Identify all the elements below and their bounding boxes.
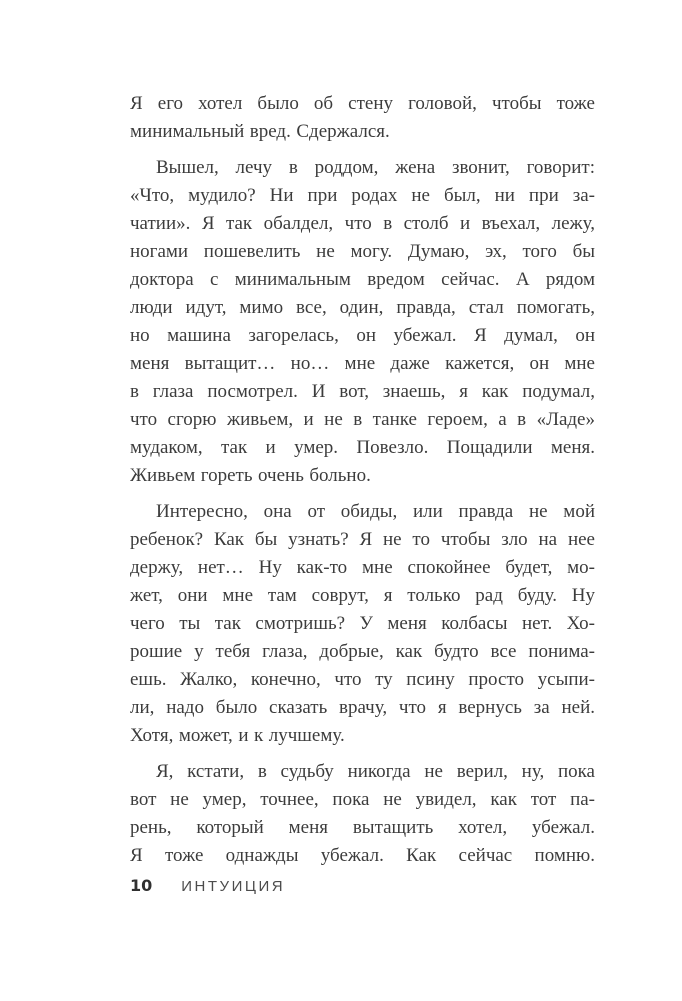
text-line: Я его хотел было об стену головой, чтобы тоже [130,93,595,114]
text-line: меня вытащит… но… мне даже кажется, он мне [130,353,595,374]
text-line: рошие у тебя глаза, добрые, как будто все понима- [130,641,595,662]
text-line: Вышел, лечу в роддом, жена звонит, говорит: [156,157,595,178]
text-line: люди идут, мимо все, один, правда, стал помогать, [130,297,595,318]
paragraph [130,758,595,870]
text-line: доктора с минимальным вредом сейчас. А рядом [130,269,595,290]
text-line: мудаком, так и умер. Повезло. Пощадили меня. [130,437,595,458]
text-line: в глаза посмотрел. И вот, знаешь, я как подумал, [130,381,595,402]
text-line: минимальный вред. Сдержался. [130,121,390,142]
paragraph [130,90,595,146]
text-line: ли, надо было сказать врачу, что я вернусь за ней. [130,697,595,718]
running-title: ИНТУИЦИЯ [181,878,286,895]
text-line: Живьем гореть очень больно. [130,465,371,486]
text-line: вот не умер, точнее, пока не увидел, как тот па- [130,789,595,810]
text-line: Интересно, она от обиды, или правда не мой [156,501,595,522]
paragraph [130,154,595,490]
page-number: 10 [130,876,153,895]
page-footer [130,876,285,895]
text-line: чего ты так смотришь? У меня колбасы нет. Хо- [130,613,595,634]
text-line: что сгорю живьем, и не в танке героем, а в «Ладе» [130,409,595,430]
text-line: ногами пошевелить не могу. Думаю, эх, того бы [130,241,595,262]
text-line: жет, они мне там соврут, я только рад буду. Ну [130,585,595,606]
paragraph [130,498,595,750]
text-line: ребенок? Как бы узнать? Я не то чтобы зло на нее [130,529,595,550]
text-line: «Что, мудило? Ни при родах не был, ни при за- [130,185,595,206]
text-line: чатии». Я так обалдел, что в столб и въехал, лежу, [130,213,595,234]
text-line: Хотя, может, и к лучшему. [130,725,345,746]
body-text [130,90,595,870]
text-line: ешь. Жалко, конечно, что ту псину просто усыпи- [130,669,595,690]
text-line: рень, который меня вытащить хотел, убежал. [130,817,595,838]
text-line: но машина загорелась, он убежал. Я думал, он [130,325,595,346]
text-line: держу, нет… Ну как-то мне спокойнее будет, мо- [130,557,595,578]
text-line: Я, кстати, в судьбу никогда не верил, ну, пока [156,761,595,782]
text-line: Я тоже однажды убежал. Как сейчас помню. [130,845,595,866]
